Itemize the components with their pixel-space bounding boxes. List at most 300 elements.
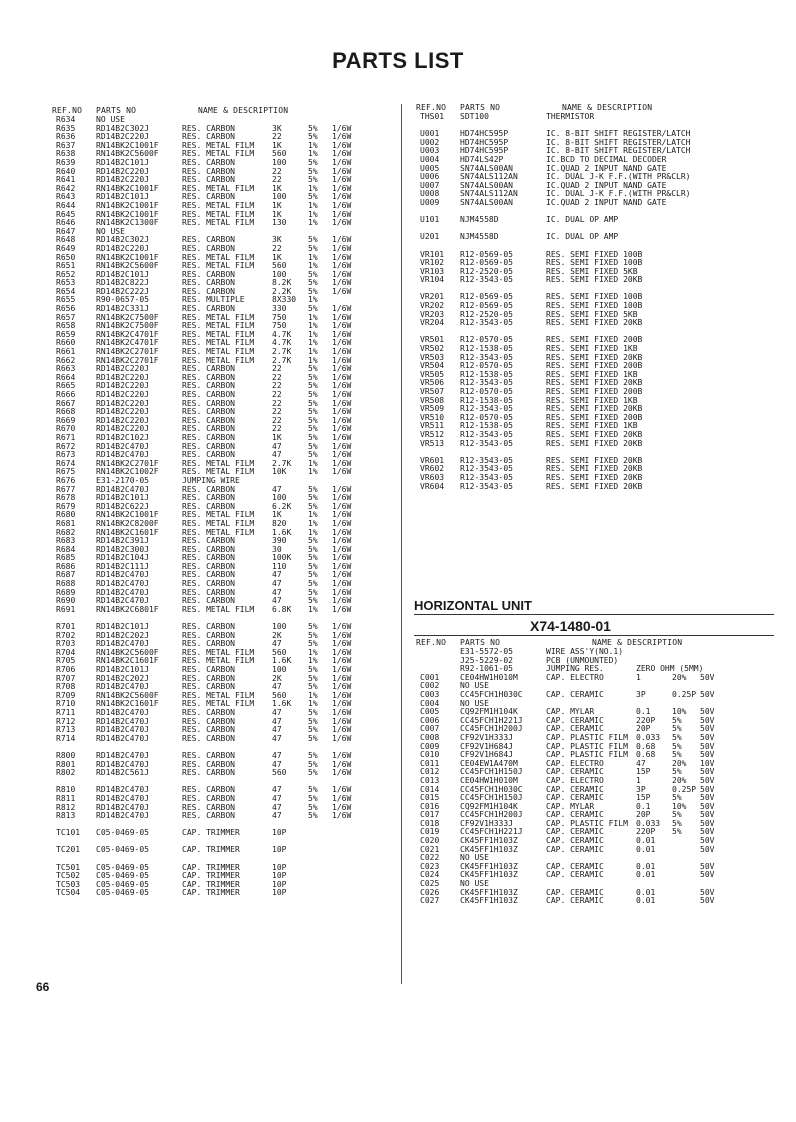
value: 100	[272, 622, 287, 632]
description: RES. CARBON	[182, 802, 235, 812]
part-no: NJM4558D	[460, 215, 499, 225]
ref-no: VR102	[420, 258, 445, 268]
tolerance: 5%	[308, 441, 318, 451]
part-no: RN14BK2C1300F	[96, 218, 159, 228]
tolerance: 20%	[672, 775, 687, 785]
value: 1	[636, 775, 641, 785]
tolerance: 5%	[672, 741, 682, 751]
tolerance: 5%	[308, 596, 318, 606]
part-no: RD14B2C470J	[96, 682, 149, 692]
part-no: RD14B2C222J	[96, 286, 149, 296]
part-no: CE04HW1H010M	[460, 775, 518, 785]
value: 330	[272, 304, 287, 314]
table-row	[56, 606, 386, 615]
description: IC. DUAL OP AMP	[546, 232, 619, 242]
description: RES. SEMI FIXED 20KB	[546, 481, 643, 491]
tolerance: 5%	[308, 424, 318, 434]
part-no: CK45FF1H103Z	[460, 844, 518, 854]
description: RES. CARBON	[182, 553, 235, 563]
rating: 1/6W	[332, 424, 352, 434]
ref-no: R639	[56, 157, 76, 167]
part-no: CK45FF1H103Z	[460, 836, 518, 846]
ref-no: R663	[56, 364, 76, 374]
ref-no: R683	[56, 536, 76, 546]
ref-no: VR510	[420, 412, 445, 422]
description: RES. METAL FILM	[182, 312, 255, 322]
left-header-part: PARTS NO	[96, 106, 137, 115]
value: 20P	[636, 724, 651, 734]
rating: 1/6W	[332, 544, 352, 554]
left-header-ref: REF.NO	[52, 106, 83, 115]
ref-no: R664	[56, 372, 76, 382]
tolerance: 5%	[672, 715, 682, 725]
rating: 1/6W	[332, 553, 352, 563]
ref-no: R691	[56, 604, 76, 614]
tolerance: 5%	[308, 750, 318, 760]
description: RES. SEMI FIXED 1KB	[546, 421, 638, 431]
ref-no: R641	[56, 175, 76, 185]
description: CAP. CERAMIC	[546, 793, 604, 803]
rating: 1/6W	[332, 622, 352, 632]
ref-no: TC101	[56, 828, 81, 838]
rating: 1/6W	[332, 527, 352, 537]
description: RES. CARBON	[182, 793, 235, 803]
tolerance: 1%	[308, 183, 318, 193]
part-no: RN14BK2C4701F	[96, 329, 159, 339]
description: CAP. PLASTIC FILM	[546, 741, 628, 751]
part-no: RD14B2C470J	[96, 450, 149, 460]
rating: 1/6W	[332, 252, 352, 262]
description: CAP. TRIMMER	[182, 879, 240, 889]
description: RES. METAL FILM	[182, 647, 255, 657]
ref-no: C023	[420, 861, 440, 871]
description: RES. METAL FILM	[182, 183, 255, 193]
rating: 50V	[700, 836, 715, 846]
part-no: HD74HC595P	[460, 146, 509, 156]
table-row	[56, 829, 386, 838]
rating: 1/6W	[332, 501, 352, 511]
part-no: RN14BK2C1601F	[96, 699, 159, 709]
value: 47	[272, 682, 282, 692]
description: RES. SEMI FIXED 20KB	[546, 438, 643, 448]
rating: 1/6W	[332, 175, 352, 185]
ref-no: R707	[56, 673, 76, 683]
ref-no: R688	[56, 579, 76, 589]
part-no: RD14B2C220J	[96, 175, 149, 185]
tolerance: 5%	[672, 750, 682, 760]
part-no: RD14B2C220J	[96, 390, 149, 399]
value: 47	[272, 733, 282, 743]
description: RES. CARBON	[182, 759, 235, 769]
value: 15P	[636, 767, 651, 777]
part-no: RD14B2C202J	[96, 630, 149, 640]
table-row	[420, 113, 750, 122]
column-divider	[401, 104, 402, 984]
ref-no: R702	[56, 630, 76, 640]
tolerance: 5%	[308, 544, 318, 554]
value: 3K	[272, 123, 282, 133]
description: RES. SEMI FIXED 20KB	[546, 455, 643, 465]
part-no: R12-0569-05	[460, 249, 513, 259]
description: THERMISTOR	[546, 112, 595, 121]
rating: 1/6W	[332, 149, 352, 159]
ref-no: U005	[420, 163, 440, 173]
rating: 1/6W	[332, 347, 352, 357]
description: RES. SEMI FIXED 100B	[546, 301, 643, 311]
rating: 1/6W	[332, 587, 352, 597]
part-no: CQ92FM1H104K	[460, 801, 518, 811]
part-no: R12-2520-05	[460, 266, 513, 276]
description: RES. METAL FILM	[182, 518, 255, 528]
rating: 50V	[700, 827, 715, 837]
right-header-part: PARTS NO	[460, 103, 501, 112]
part-no: RN14BK2C2701F	[96, 347, 159, 357]
part-no: NO USE	[460, 853, 489, 863]
ref-no: R662	[56, 355, 76, 365]
value: 1K	[272, 432, 282, 442]
tolerance: 5%	[308, 493, 318, 503]
rating: 1/6W	[332, 510, 352, 520]
tolerance: 5%	[308, 733, 318, 743]
description: RES. METAL FILM	[182, 200, 255, 210]
description: RES. CARBON	[182, 269, 235, 279]
tolerance: 5%	[308, 372, 318, 382]
description: RES. CARBON	[182, 424, 235, 434]
part-no: CK45FF1H103Z	[460, 870, 518, 880]
part-no: RD14B2C470J	[96, 793, 149, 803]
ref-no: R678	[56, 493, 76, 503]
ref-no: R706	[56, 665, 76, 674]
description: RES. CARBON	[182, 432, 235, 442]
description: IC. DUAL J-K F.F.(WITH PR&CLR)	[546, 189, 691, 199]
ref-no: R660	[56, 338, 76, 348]
part-no: R12-1538-05	[460, 369, 513, 379]
tolerance: 5%	[308, 381, 318, 391]
part-no: RD14B2C331J	[96, 304, 149, 314]
part-no: RD14B2C202J	[96, 673, 149, 683]
table-row	[56, 735, 386, 744]
rating: 50V	[700, 784, 715, 794]
value: 110	[272, 561, 287, 571]
tolerance: 1%	[308, 200, 318, 210]
ref-no: R657	[56, 312, 76, 322]
tolerance: 5%	[308, 811, 318, 821]
ref-no: C006	[420, 715, 440, 725]
rating: 1/6W	[332, 793, 352, 803]
ref-no: C011	[420, 758, 440, 768]
rating: 50V	[700, 750, 715, 760]
description: RES. CARBON	[182, 561, 235, 571]
ref-no: VR508	[420, 395, 445, 405]
ref-no: R682	[56, 527, 76, 537]
rating: 1/6W	[332, 450, 352, 460]
ref-no: C002	[420, 681, 440, 691]
value: 820	[272, 518, 287, 528]
ref-no: C008	[420, 732, 440, 742]
part-no: CC45FCH1H150J	[460, 793, 523, 803]
description: IC.BCD TO DECIMAL DECODER	[546, 154, 667, 164]
right-parts-list	[420, 113, 750, 491]
ref-no: U008	[420, 189, 440, 199]
value: 0.033	[636, 732, 661, 742]
rating: 1/6W	[332, 286, 352, 296]
description: RES. METAL FILM	[182, 604, 255, 614]
description: RES. CARBON	[182, 622, 235, 632]
ref-no: VR507	[420, 387, 445, 396]
part-no: RD14B2C220J	[96, 166, 149, 176]
part-no: CC45FCH1H200J	[460, 810, 523, 820]
description: RES. METAL FILM	[182, 656, 255, 666]
rating: 1/6W	[332, 415, 352, 425]
tolerance: 0.25P	[672, 784, 697, 794]
part-no: SDT100	[460, 112, 489, 121]
ref-no: R642	[56, 183, 76, 193]
table-row	[420, 199, 750, 208]
ref-no: R649	[56, 243, 76, 253]
part-no: R12-0569-05	[460, 292, 513, 302]
section-rule-top	[414, 614, 774, 615]
rating: 50V	[700, 715, 715, 725]
value: 100	[272, 192, 287, 202]
value: 22	[272, 407, 282, 417]
part-no: RD14B2C220J	[96, 364, 149, 374]
tolerance: 10%	[672, 707, 687, 717]
part-no: NO USE	[460, 879, 489, 889]
rating: 1/6W	[332, 802, 352, 812]
ref-no: R636	[56, 132, 76, 142]
description: RES. SEMI FIXED 200B	[546, 412, 643, 422]
part-no: HD74LS42P	[460, 154, 504, 164]
value: 10P	[272, 888, 287, 898]
ref-no: R671	[56, 432, 76, 442]
value: 1.6K	[272, 527, 292, 537]
part-no: R12-1538-05	[460, 421, 513, 431]
description: RES. CARBON	[182, 750, 235, 760]
rating: 50V	[700, 793, 715, 803]
tolerance: 1%	[308, 458, 318, 468]
value: 100K	[272, 553, 292, 563]
description: JUMPING RES.	[546, 664, 604, 674]
ref-no: R684	[56, 544, 76, 554]
part-no: CF92V1H333J	[460, 732, 513, 742]
tolerance: 5%	[672, 724, 682, 734]
description: RES. METAL FILM	[182, 527, 255, 537]
value: 1	[636, 672, 641, 682]
value: 47	[272, 596, 282, 606]
ref-no: R689	[56, 587, 76, 597]
value: 10P	[272, 871, 287, 881]
part-no: C05-0469-05	[96, 888, 149, 898]
rating: 1/6W	[332, 725, 352, 735]
value: 1.6K	[272, 656, 292, 666]
ref-no: C005	[420, 707, 440, 717]
ref-no: U001	[420, 129, 440, 139]
description: RES. CARBON	[182, 398, 235, 408]
ref-no: U201	[420, 232, 440, 242]
description: IC. DUAL OP AMP	[546, 215, 619, 225]
tolerance: 5%	[672, 793, 682, 803]
tolerance: 5%	[308, 768, 318, 778]
ref-no: VR203	[420, 309, 445, 319]
part-no: RD14B2C470J	[96, 570, 149, 580]
tolerance: 1%	[308, 690, 318, 700]
part-no: NO USE	[96, 115, 125, 124]
rating: 10V	[700, 758, 715, 768]
ref-no: VR504	[420, 361, 445, 371]
description: CAP. TRIMMER	[182, 862, 240, 872]
ref-no: VR104	[420, 275, 445, 285]
rating: 1/6W	[332, 312, 352, 322]
ref-no: R703	[56, 639, 76, 649]
ref-no: VR513	[420, 438, 445, 448]
rating: 50V	[700, 724, 715, 734]
value: 0.01	[636, 836, 656, 846]
description: CAP. CERAMIC	[546, 827, 604, 837]
part-no: RN14BK2C1001F	[96, 140, 159, 150]
ref-no: R710	[56, 699, 76, 709]
value: 47	[272, 484, 282, 494]
description: RES. SEMI FIXED 100B	[546, 258, 643, 268]
part-no: RD14B2C470J	[96, 725, 149, 735]
tolerance: 1%	[308, 604, 318, 614]
description: RES. CARBON	[182, 570, 235, 580]
tolerance: 5%	[672, 767, 682, 777]
part-no: NO USE	[460, 681, 489, 691]
page-number: 66	[36, 980, 50, 994]
part-no: RD14B2C220J	[96, 407, 149, 417]
part-no: CC45FCH1H221J	[460, 827, 523, 837]
ref-no: R653	[56, 278, 76, 288]
tolerance: 5%	[672, 810, 682, 820]
description: RES. CARBON	[182, 304, 235, 314]
part-no: RD14B2C101J	[96, 157, 149, 167]
description: CAP. TRIMMER	[182, 845, 240, 855]
description: RES. MULTIPLE	[182, 295, 245, 305]
description: IC. 8-BIT SHIFT REGISTER/LATCH	[546, 146, 691, 156]
rating: 1/6W	[332, 639, 352, 649]
part-no: J25-5229-02	[460, 655, 513, 665]
ref-no: R651	[56, 261, 76, 271]
part-no: RD14B2C220J	[96, 243, 149, 253]
ref-no: C024	[420, 870, 440, 880]
tolerance: 1%	[308, 329, 318, 339]
value: 22	[272, 243, 282, 253]
part-no: RN14BK2C5600F	[96, 261, 159, 271]
tolerance: 5%	[308, 157, 318, 167]
part-no: R12-2520-05	[460, 309, 513, 319]
ref-no: R637	[56, 140, 76, 150]
rating: 1/6W	[332, 682, 352, 692]
ref-no: R655	[56, 295, 76, 305]
value: 47	[272, 639, 282, 649]
value: 10P	[272, 862, 287, 872]
part-no: RD14B2C470J	[96, 802, 149, 812]
part-no: R12-0570-05	[460, 335, 513, 345]
value: 100	[272, 665, 287, 674]
part-no: RD14B2C101J	[96, 493, 149, 503]
description: RES. CARBON	[182, 166, 235, 176]
description: RES. METAL FILM	[182, 690, 255, 700]
value: 1K	[272, 510, 282, 520]
value: 22	[272, 398, 282, 408]
description: PCB (UNMOUNTED)	[546, 655, 619, 665]
description: RES. METAL FILM	[182, 467, 255, 477]
description: RES. CARBON	[182, 450, 235, 460]
ref-no: C026	[420, 887, 440, 897]
description: RES. METAL FILM	[182, 149, 255, 159]
description: CAP. MYLAR	[546, 801, 595, 811]
ref-no: R679	[56, 501, 76, 511]
hu-header-desc: NAME & DESCRIPTION	[592, 638, 683, 647]
value: 47	[272, 587, 282, 597]
ref-no: TC201	[56, 845, 81, 855]
rating: 1/6W	[332, 166, 352, 176]
rating: 1/6W	[332, 321, 352, 331]
value: 10P	[272, 828, 287, 838]
part-no: R12-1538-05	[460, 395, 513, 405]
tolerance: 5%	[308, 673, 318, 683]
ref-no: R645	[56, 209, 76, 219]
part-no: RD14B2C470J	[96, 707, 149, 717]
tolerance: 5%	[308, 243, 318, 253]
part-no: C05-0469-05	[96, 871, 149, 881]
part-no: CE04EW1A470M	[460, 758, 518, 768]
table-row	[420, 233, 750, 242]
part-no: RD14B2C470J	[96, 484, 149, 494]
part-no: RD14B2C391J	[96, 536, 149, 546]
description: CAP. CERAMIC	[546, 861, 604, 871]
tolerance: 5%	[308, 553, 318, 563]
ref-no: R650	[56, 252, 76, 262]
rating: 1/6W	[332, 673, 352, 683]
description: RES. METAL FILM	[182, 209, 255, 219]
tolerance: 5%	[308, 725, 318, 735]
tolerance: 1%	[308, 518, 318, 528]
tolerance: 1%	[308, 467, 318, 477]
ref-no: R810	[56, 785, 76, 795]
description: CAP. CERAMIC	[546, 689, 604, 699]
description: RES. METAL FILM	[182, 347, 255, 357]
ref-no: R674	[56, 458, 76, 468]
part-no: R12-3543-05	[460, 438, 513, 448]
value: 0.1	[636, 707, 651, 717]
rating: 1/6W	[332, 441, 352, 451]
part-no: CQ92FM1H104K	[460, 707, 518, 717]
rating: 1/6W	[332, 278, 352, 288]
value: 750	[272, 312, 287, 322]
description: RES. CARBON	[182, 484, 235, 494]
page-title: PARTS LIST	[332, 48, 464, 73]
value: 47	[272, 750, 282, 760]
tolerance: 5%	[308, 802, 318, 812]
ref-no: VR512	[420, 429, 445, 439]
ref-no: C007	[420, 724, 440, 734]
value: 3P	[636, 784, 646, 794]
part-no: RD14B2C470J	[96, 639, 149, 649]
value: 390	[272, 536, 287, 546]
part-no: RN14BK2C1001F	[96, 510, 159, 520]
rating: 1/6W	[332, 390, 352, 399]
ref-no: R658	[56, 321, 76, 331]
tolerance: 1%	[308, 312, 318, 322]
tolerance: 5%	[308, 716, 318, 726]
rating: 50V	[700, 844, 715, 854]
ref-no: R675	[56, 467, 76, 477]
description: RES. CARBON	[182, 639, 235, 649]
tolerance: 5%	[672, 827, 682, 837]
description: RES. SEMI FIXED 1KB	[546, 395, 638, 405]
ref-no: C013	[420, 775, 440, 785]
